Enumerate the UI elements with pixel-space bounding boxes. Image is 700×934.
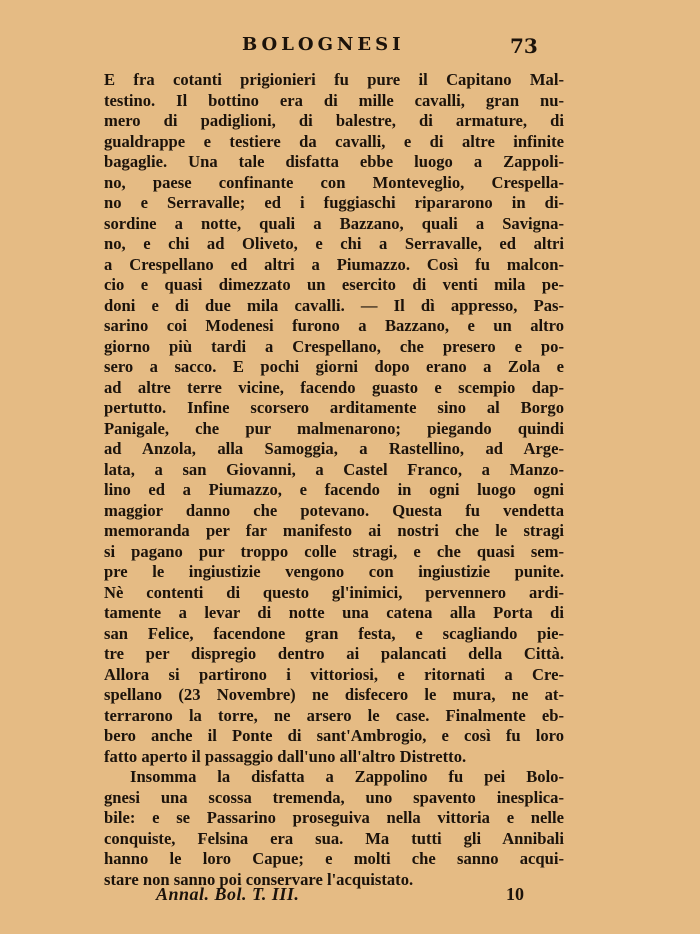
- text-line: conquiste, Felsina era sua. Ma tutti gli Annibali: [104, 828, 564, 848]
- text-line: lino ed a Piumazzo, e facendo in ogni luogo ogni: [104, 480, 564, 499]
- text-line: E fra cotanti prigionieri fu pure il Capitano Mal-: [104, 70, 564, 89]
- text-line: spellano (23 Novembre) ne disfecero le mura, ne at-: [104, 685, 564, 704]
- signature-mark: Annal. Bol. T. III.: [156, 884, 300, 904]
- text-line: tre per dispregio dentro ai palancati della Città.: [104, 644, 564, 663]
- text-line: ad Anzola, alla Samoggia, a Rastellino, ad Arge-: [104, 439, 564, 458]
- text-line: no, paese confinante con Monteveglio, Crespella-: [104, 172, 564, 192]
- text-line: lata, a san Giovanni, a Castel Franco, a Manzo-: [104, 459, 564, 479]
- body-text: [104, 70, 564, 890]
- text-line: giorno più tardi a Crespellano, che presero e po-: [104, 336, 564, 356]
- text-line: no e Serravalle; ed i fuggiaschi ripararono in di-: [104, 193, 564, 212]
- text-line: gualdrappe e testiere da cavalli, e di altre infinite: [104, 131, 564, 151]
- text-line: no, e chi ad Oliveto, e chi a Serravalle, ed altri: [104, 234, 564, 253]
- text-line: bero anche il Ponte di sant'Ambrogio, e così fu loro: [104, 726, 564, 745]
- text-line: Allora si partirono i vittoriosi, e ritornati a Cre-: [104, 664, 564, 684]
- text-line: san Felice, facendone gran festa, e scagliando pie-: [104, 623, 564, 643]
- text-line: Insomma la disfatta a Zappolino fu pei Bolo-: [130, 767, 564, 786]
- text-line: sarino coi Modenesi furono a Bazzano, e un altro: [104, 316, 564, 335]
- text-line: mero di padiglioni, di balestre, di armature, di: [104, 111, 564, 130]
- text-line: bagaglie. Una tale disfatta ebbe luogo a Zappoli-: [104, 152, 564, 171]
- text-line: Nè contenti di questo gl'inimici, pervennero ardi-: [104, 582, 564, 602]
- text-line: pertutto. Infine scorsero arditamente sino al Borgo: [104, 398, 564, 417]
- text-line: cio e quasi dimezzato un esercito di venti mila pe-: [104, 275, 564, 294]
- text-line: a Crespellano ed altri a Piumazzo. Così fu malcon-: [104, 254, 564, 274]
- text-line: ad altre terre vicine, facendo guasto e scempio dap-: [104, 377, 564, 397]
- text-line: si pagano pur troppo colle stragi, e che quasi sem-: [104, 541, 564, 561]
- text-line: bile: e se Passarino proseguiva nella vittoria e nelle: [104, 808, 564, 827]
- text-line: pre le ingiustizie vengono con ingiustizie punite.: [104, 562, 564, 581]
- text-line: tamente a levar di notte una catena alla Porta di: [104, 603, 564, 622]
- text-line: hanno le loro Capue; e molti che sanno acqui-: [104, 849, 564, 868]
- text-line: testino. Il bottino era di mille cavalli, gran nu-: [104, 90, 564, 110]
- text-line: sero a sacco. E pochi giorni dopo erano a Zola e: [104, 357, 564, 376]
- page-footer: [0, 884, 700, 908]
- text-line: doni e di due mila cavalli. — Il dì appresso, Pas-: [104, 295, 564, 315]
- text-line: maggior danno che potevano. Questa fu vendetta: [104, 500, 564, 520]
- text-line: terrarono la torre, ne arsero le case. Finalmente eb-: [104, 705, 564, 725]
- text-line: sordine a notte, quali a Bazzano, quali a Savigna-: [104, 213, 564, 233]
- text-line: gnesi una scossa tremenda, uno spavento inesplica-: [104, 787, 564, 807]
- text-line: Panigale, che pur malmenarono; piegando quindi: [104, 418, 564, 438]
- running-title: BOLOGNESI: [242, 34, 405, 55]
- page-number: 73: [510, 34, 538, 58]
- text-line: stare non sanno poi conservare l'acquistato.: [104, 869, 414, 889]
- sheet-number: 10: [506, 884, 524, 904]
- text-line: memoranda per far manifesto ai nostri che le stragi: [104, 521, 564, 540]
- text-line: fatto aperto il passaggio dall'uno all'altro Distretto.: [104, 746, 467, 766]
- running-head: [0, 34, 700, 58]
